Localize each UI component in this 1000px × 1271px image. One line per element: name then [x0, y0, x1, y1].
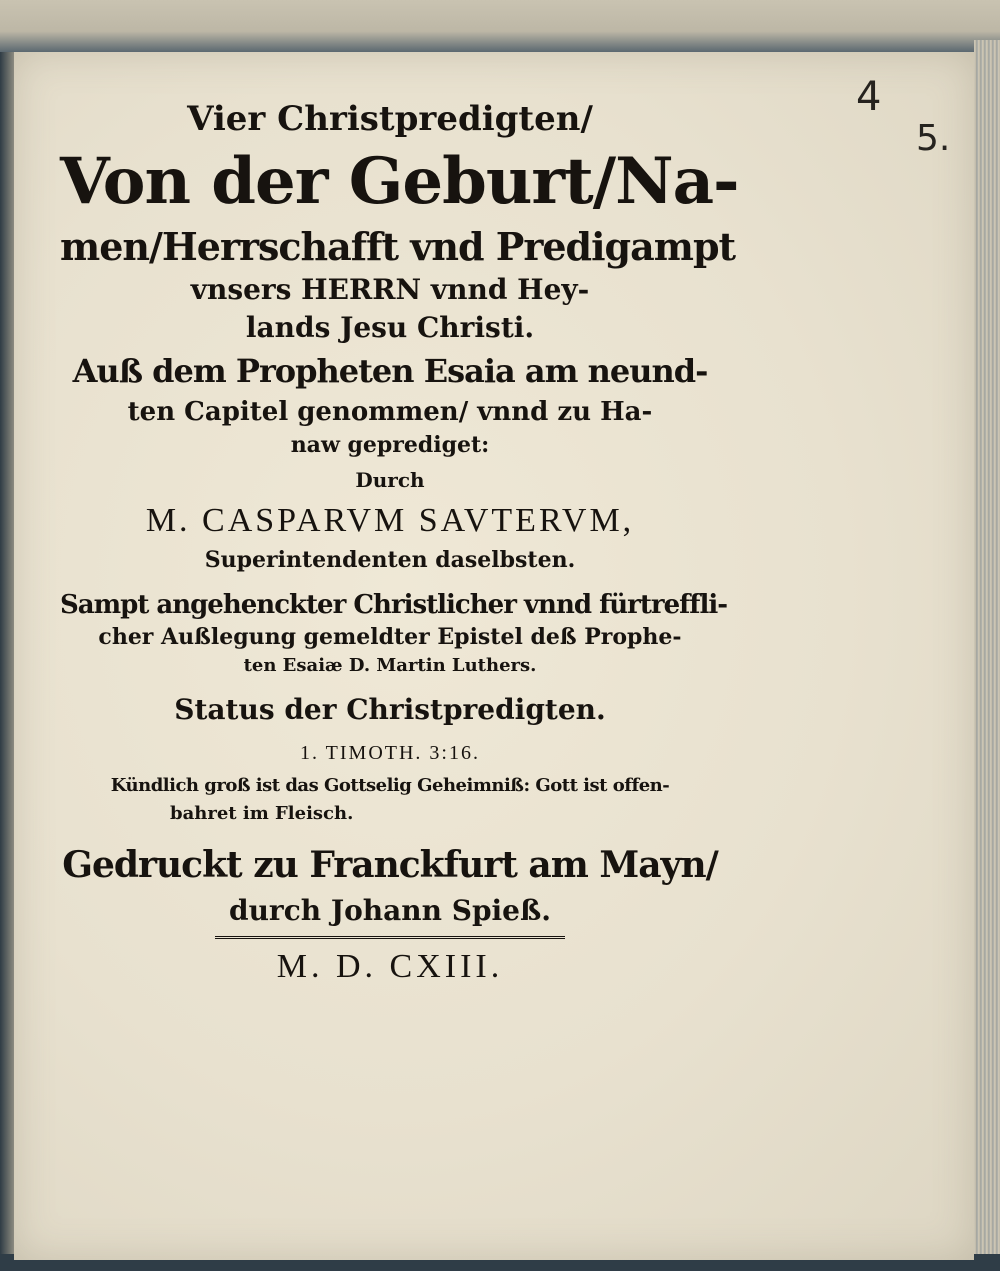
title-line-3: men/Herrschafft vnd Predigampt: [60, 224, 736, 269]
handwritten-note-4: 4: [856, 74, 882, 120]
title-line-6: Auß dem Propheten Esaia am neund-: [72, 352, 708, 390]
book-gutter: [0, 52, 14, 1262]
title-line-5: lands Jesu Christi.: [245, 311, 535, 344]
book-top-edge: [0, 0, 1000, 52]
title-line-8: naw geprediget:: [290, 432, 490, 458]
bible-quote-line-1: Kündlich groß ist das Gottselig Geheimniß: Gott ist offen-: [110, 775, 670, 796]
imprint-year: M. D. CXIII.: [276, 948, 504, 985]
title-line-13: cher Außlegung gemeldter Epistel deß Prophe-: [98, 624, 682, 650]
title-line-14: ten Esaiæ D. Martin Luthers.: [243, 655, 537, 676]
title-line-9: Durch: [355, 468, 425, 492]
handwritten-note-5: 5.: [916, 118, 951, 159]
bible-reference: 1. TIMOTH. 3:16.: [300, 742, 480, 764]
title-line-7: ten Capitel genommen/ vnnd zu Ha-: [127, 397, 653, 427]
title-line-12: Sampt angehenckter Christlicher vnnd fürtreffli-: [60, 590, 728, 620]
imprint-line-2: durch Johann Spieß.: [229, 894, 551, 927]
title-line-1: Vier Christpredigten/: [187, 99, 593, 139]
book-fore-edge: [974, 40, 1000, 1271]
title-page-text: [60, 96, 739, 995]
author-name: M. CASPARVM SAVTERVM,: [145, 502, 635, 539]
bible-quote-line-2: bahret im Fleisch.: [170, 803, 354, 824]
author-title: Superintendenten daselbsten.: [204, 547, 576, 573]
title-line-2: Von der Geburt/Na-: [60, 144, 739, 219]
title-line-4: vnsers HERRN vnnd Hey-: [190, 273, 590, 306]
imprint-line-1: Gedruckt zu Franckfurt am Mayn/: [62, 844, 718, 886]
title-line-15: Status der Christpredigten.: [174, 693, 606, 726]
